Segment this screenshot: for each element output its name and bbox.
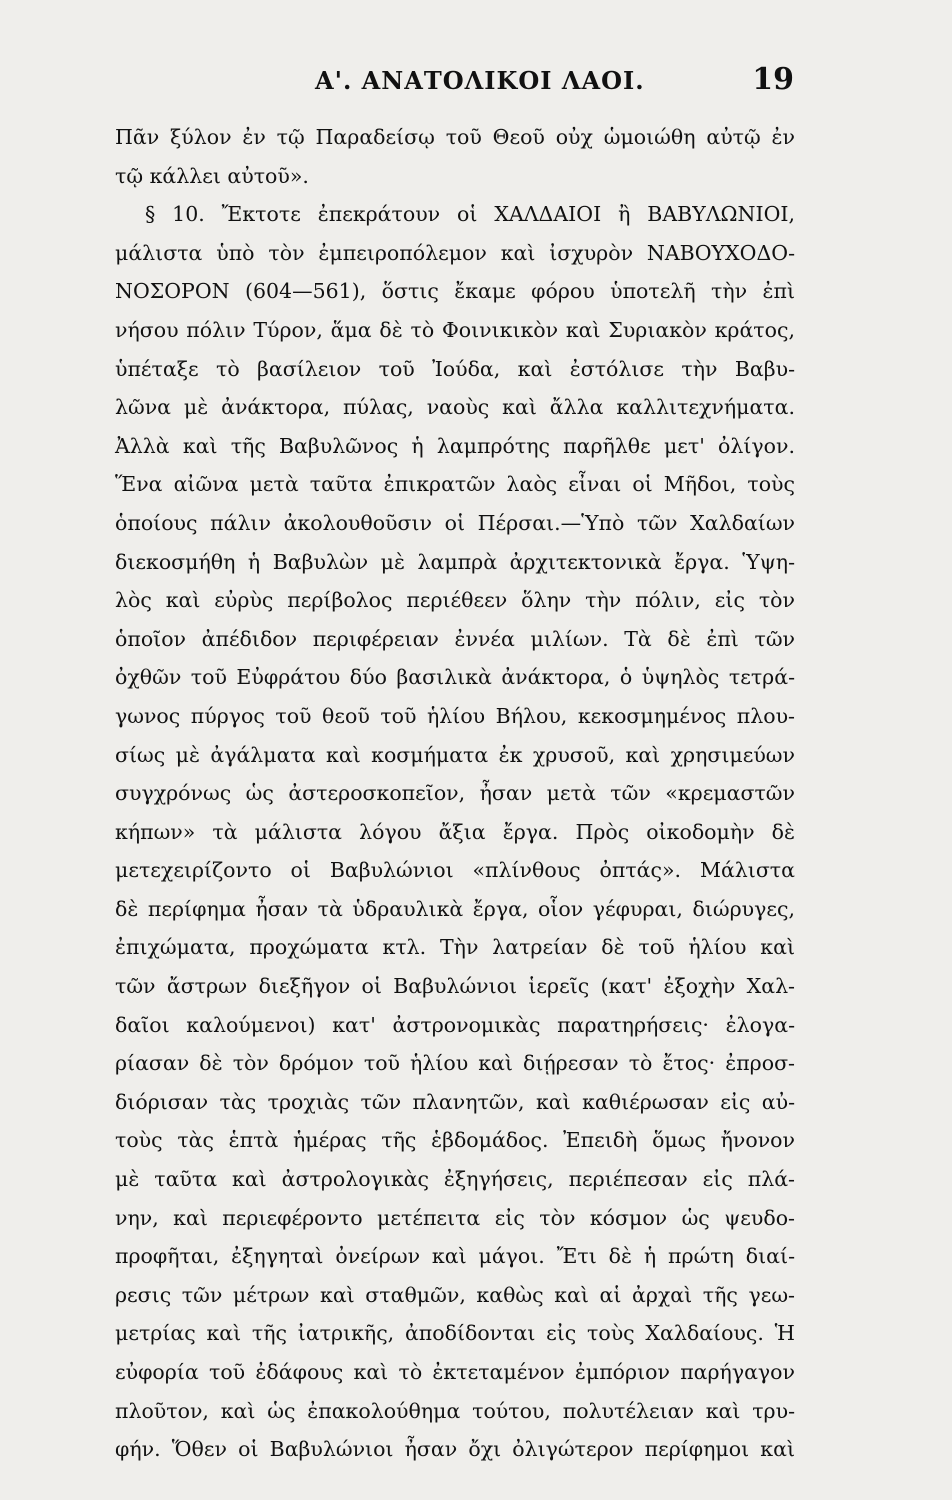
text-line: ὀχθῶν τοῦ Εὐφράτου δύο βασιλικὰ ἀνάκτορα, ὁ ὑψηλὸς τετρά- <box>115 665 795 690</box>
text-line: τῶν ἄστρων διεξῆγον οἱ Βαβυλώνιοι ἱερεῖς (κατ' ἐξοχὴν Χαλ- <box>115 974 795 999</box>
text-line: κήπων» τὰ μάλιστα λόγου ἄξια ἔργα. Πρὸς οἰκοδομὴν δὲ <box>115 819 795 844</box>
text-line: τῷ κάλλει αὐτοῦ». <box>115 163 309 188</box>
section-heading-line: § 10. Ἔκτοτε ἐπεκράτουν οἱ ΧΑΛΔΑΙΟΙ ἢ ΒΑΒΥΛΩΝΙΟΙ, <box>145 202 795 227</box>
text-line: ὁποίους πάλιν ἀκολουθοῦσιν οἱ Πέρσαι.—Ὑπὸ τῶν Χαλδαίων <box>115 510 795 535</box>
text-line: Πᾶν ξύλον ἐν τῷ Παραδείσῳ τοῦ Θεοῦ οὐχ ὡμοιώθη αὐτῷ ἐν <box>115 125 795 149</box>
page-number: 19 <box>752 62 794 97</box>
body-text <box>115 118 795 1469</box>
text-line: Ἀλλὰ καὶ τῆς Βαβυλῶνος ἡ λαμπρότης παρῆλθε μετ' ὀλίγον. <box>115 433 795 458</box>
running-title: Α'. ΑΝΑΤΟΛΙΚΟΙ ΛΑΟΙ. <box>315 66 645 95</box>
text-line: σίως μὲ ἀγάλματα καὶ κοσμήματα ἐκ χρυσοῦ, καὶ χρησιμεύων <box>115 742 795 767</box>
page-header <box>110 62 802 102</box>
text-line: μὲ ταῦτα καὶ ἀστρολογικὰς ἐξηγήσεις, περιέπεσαν εἰς πλά- <box>115 1167 795 1192</box>
text-line: ρίασαν δὲ τὸν δρόμον τοῦ ἡλίου καὶ διῄρεσαν τὸ ἔτος· ἐπροσ- <box>115 1051 795 1076</box>
text-line: ΝΟΣΟΡΟΝ (604—561), ὅστις ἔκαμε φόρου ὑποτελῆ τὴν ἐπὶ <box>115 279 795 304</box>
text-line: τοὺς τὰς ἑπτὰ ἡμέρας τῆς ἑβδομάδος. Ἐπειδὴ ὅμως ἤνονον <box>115 1128 795 1153</box>
text-line: εὐφορία τοῦ ἐδάφους καὶ τὸ ἐκτεταμένον ἐμπόριον παρήγαγον <box>115 1360 795 1384</box>
text-line: μετρίας καὶ τῆς ἰατρικῆς, ἀποδίδονται εἰς τοὺς Χαλδαίους. Ἡ <box>115 1321 795 1346</box>
text-line: μετεχειρίζοντο οἱ Βαβυλώνιοι «πλίνθους ὀπτάς». Μάλιστα <box>115 858 795 883</box>
text-line: πλοῦτον, καὶ ὡς ἐπακολούθημα τούτου, πολυτέλειαν καὶ τρυ- <box>115 1398 795 1423</box>
text-line: διεκοσμήθη ἡ Βαβυλὼν μὲ λαμπρὰ ἀρχιτεκτονικὰ ἔργα. Ὑψη- <box>115 549 795 574</box>
text-line: συγχρόνως ὡς ἀστεροσκοπεῖον, ἦσαν μετὰ τῶν «κρεμαστῶν <box>115 781 795 806</box>
text-line: ρεσις τῶν μέτρων καὶ σταθμῶν, καθὼς καὶ αἱ ἀρχαὶ τῆς γεω- <box>115 1282 795 1307</box>
text-line: λὸς καὶ εὐρὺς περίβολος περιέθεεν ὅλην τὴν πόλιν, εἰς τὸν <box>115 588 795 613</box>
text-line: νην, καὶ περιεφέροντο μετέπειτα εἰς τὸν κόσμον ὡς ψευδο- <box>115 1205 795 1230</box>
text-line: φήν. Ὅθεν οἱ Βαβυλώνιοι ἦσαν ὄχι ὀλιγώτερον περίφημοι καὶ <box>115 1437 795 1462</box>
text-line: διόρισαν τὰς τροχιὰς τῶν πλανητῶν, καὶ καθιέρωσαν εἰς αὐ- <box>115 1089 795 1114</box>
text-line: μάλιστα ὑπὸ τὸν ἐμπειροπόλεμον καὶ ἰσχυρὸν ΝΑΒΟΥΧΟΔΟ- <box>115 240 795 265</box>
text-line: Ἕνα αἰῶνα μετὰ ταῦτα ἐπικρατῶν λαὸς εἶναι οἱ Μῆδοι, τοὺς <box>115 472 795 497</box>
text-line: προφῆται, ἐξηγηταὶ ὀνείρων καὶ μάγοι. Ἔτι δὲ ἡ πρώτη διαί- <box>115 1244 795 1269</box>
text-line: λῶνα μὲ ἀνάκτορα, πύλας, ναοὺς καὶ ἄλλα καλλιτεχνήματα. <box>115 395 795 420</box>
text-line: δὲ περίφημα ἦσαν τὰ ὑδραυλικὰ ἔργα, οἷον γέφυραι, διώρυγες, <box>115 896 795 921</box>
text-line: γωνος πύργος τοῦ θεοῦ τοῦ ἡλίου Βήλου, κεκοσμημένος πλου- <box>115 703 795 728</box>
text-line: δαῖοι καλούμενοι) κατ' ἀστρονομικὰς παρατηρήσεις· ἐλογα- <box>115 1012 795 1037</box>
text-line: νήσου πόλιν Τύρον, ἅμα δὲ τὸ Φοινικικὸν καὶ Συριακὸν κράτος, <box>115 317 795 342</box>
text-line: ἐπιχώματα, προχώματα κτλ. Τὴν λατρείαν δὲ τοῦ ἡλίου καὶ <box>115 935 795 960</box>
text-line: ὁποῖον ἀπέδιδον περιφέρειαν ἐννέα μιλίων. Τὰ δὲ ἐπὶ τῶν <box>115 626 795 651</box>
text-line: ὑπέταξε τὸ βασίλειον τοῦ Ἰούδα, καὶ ἐστόλισε τὴν Βαβυ- <box>115 356 795 381</box>
